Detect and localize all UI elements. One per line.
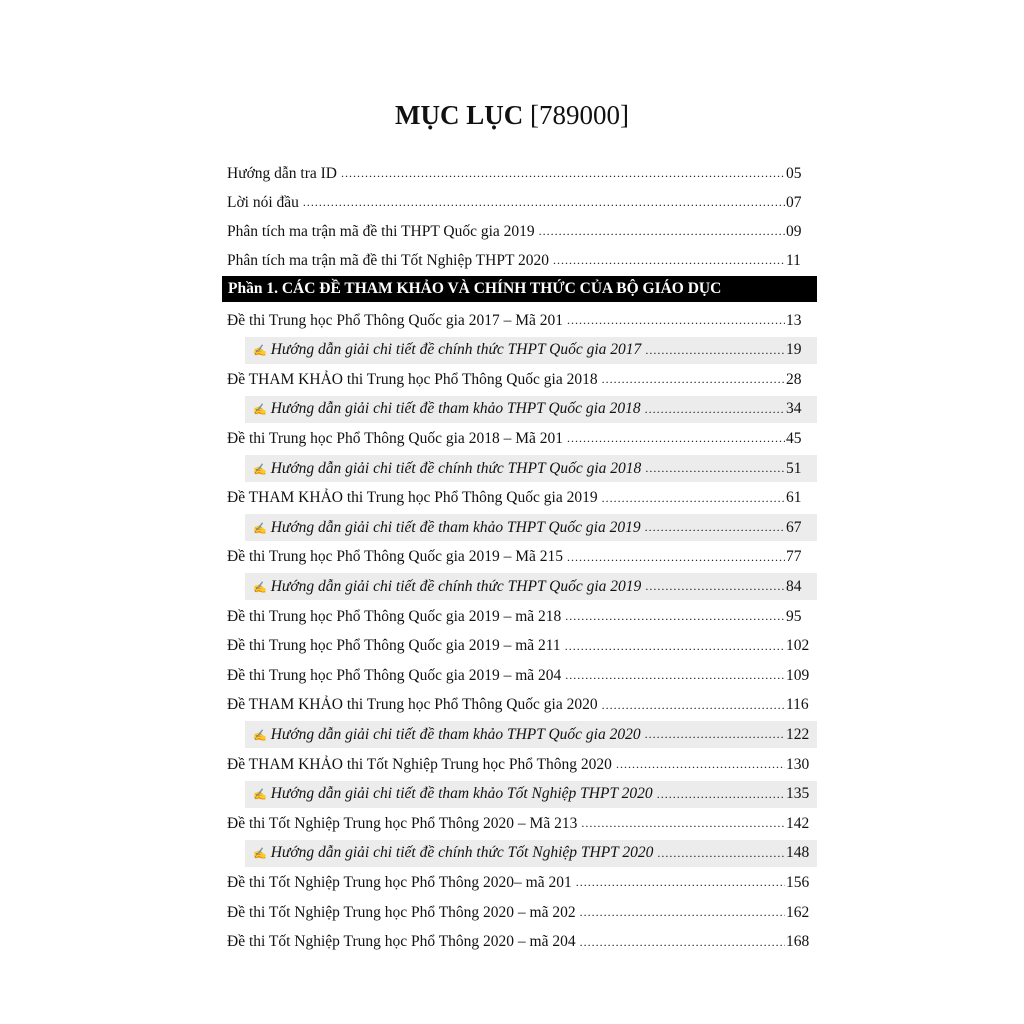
dot-leader <box>645 461 785 482</box>
entry-label <box>222 756 612 774</box>
entry-label-text: Đề thi Trung học Phổ Thông Quốc gia 2018 – Mã 201 <box>227 429 563 447</box>
entry-label-text: Đề thi Trung học Phổ Thông Quốc gia 2019 – mã 204 <box>227 666 562 684</box>
entry-page-number: 168 <box>786 933 810 951</box>
entry-label <box>222 165 337 183</box>
entry-page-number: 148 <box>786 844 810 862</box>
entry-label <box>245 341 641 359</box>
entry-page-number: 95 <box>786 607 802 625</box>
dot-leader <box>645 520 785 541</box>
toc-sub-entry[interactable] <box>245 840 817 867</box>
entry-page-number: 162 <box>786 903 810 921</box>
writing-hand-icon: ✍ <box>253 848 267 861</box>
dot-leader <box>539 224 785 245</box>
entry-page-number: 122 <box>786 725 810 743</box>
entry-page-number: 116 <box>786 696 809 714</box>
page-title <box>0 100 1024 131</box>
entry-page-number: 19 <box>786 341 802 359</box>
toc-entry[interactable] <box>222 692 817 719</box>
dot-leader <box>645 402 785 423</box>
toc-entry[interactable] <box>222 247 817 274</box>
title-text: MỤC LỤC <box>395 100 524 130</box>
entry-label <box>222 194 299 212</box>
entry-label-text: Đề thi Tốt Nghiệp Trung học Phổ Thông 2020 – mã 204 <box>227 933 576 951</box>
dot-leader <box>341 166 785 187</box>
dot-leader <box>303 195 785 216</box>
entry-label <box>222 430 563 448</box>
dot-leader <box>553 253 785 274</box>
toc-entry[interactable] <box>222 633 817 660</box>
entry-label-text: Lời nói đầu <box>227 193 299 211</box>
entry-page-number: 67 <box>786 518 802 536</box>
entry-page-number: 45 <box>786 429 802 447</box>
entry-page-number: 142 <box>786 814 810 832</box>
entry-label <box>222 312 563 330</box>
toc-entry[interactable] <box>222 544 817 571</box>
toc-sub-entry[interactable] <box>245 573 817 600</box>
toc-entry[interactable] <box>222 366 817 393</box>
entry-page-number: 135 <box>786 785 810 803</box>
title-id: [789000] <box>530 100 629 130</box>
entry-label-text: Hướng dẫn giải chi tiết đề tham khảo THPT Quốc gia 2018 <box>270 400 641 418</box>
dot-leader <box>576 875 785 896</box>
dot-leader <box>657 787 785 808</box>
entry-label-text: Đề thi Tốt Nghiệp Trung học Phổ Thông 2020– mã 201 <box>227 873 572 891</box>
toc-entry[interactable] <box>222 751 817 778</box>
entry-label-text: Hướng dẫn giải chi tiết đề chính thức Tốt Nghiệp THPT 2020 <box>270 844 654 862</box>
entry-page-number: 07 <box>786 193 802 211</box>
entry-page-number: 156 <box>786 873 810 891</box>
entry-label <box>245 400 641 418</box>
entry-page-number: 77 <box>786 548 802 566</box>
entry-label-text: Đề thi Trung học Phổ Thông Quốc gia 2019 – mã 218 <box>227 607 562 625</box>
entry-label-text: Đề thi Tốt Nghiệp Trung học Phổ Thông 2020 – Mã 213 <box>227 814 578 832</box>
entry-page-number: 05 <box>786 164 802 182</box>
dot-leader <box>602 491 785 512</box>
toc-entry[interactable] <box>222 307 817 334</box>
entry-label-text: Hướng dẫn giải chi tiết đề tham khảo THPT Quốc gia 2019 <box>270 518 641 536</box>
entry-label <box>222 874 572 892</box>
toc-entry[interactable] <box>222 899 817 926</box>
entry-label <box>222 252 549 270</box>
writing-hand-icon: ✍ <box>253 789 267 802</box>
entry-label-text: Hướng dẫn giải chi tiết đề tham khảo THPT Quốc gia 2020 <box>270 725 641 743</box>
entry-label-text: Đề thi Tốt Nghiệp Trung học Phổ Thông 2020 – mã 202 <box>227 903 576 921</box>
toc-sub-entry[interactable] <box>245 781 817 808</box>
entry-label <box>245 578 641 596</box>
entry-page-number: 84 <box>786 577 802 595</box>
writing-hand-icon: ✍ <box>253 463 267 476</box>
entry-label-text: Phân tích ma trận mã đề thi Tốt Nghiệp THPT 2020 <box>227 251 550 269</box>
toc-sub-entry[interactable] <box>245 337 817 364</box>
toc-sub-entry[interactable] <box>245 514 817 541</box>
toc-entry[interactable] <box>222 160 817 187</box>
dot-leader <box>567 550 785 571</box>
dot-leader <box>565 609 785 630</box>
entry-page-number: 28 <box>786 370 802 388</box>
entry-label <box>245 844 653 862</box>
toc-sub-entry[interactable] <box>245 721 817 748</box>
dot-leader <box>580 905 785 926</box>
dot-leader <box>602 698 785 719</box>
toc-sub-entry[interactable] <box>245 396 817 423</box>
writing-hand-icon: ✍ <box>253 729 267 742</box>
entry-label-text: Đề THAM KHẢO thi Trung học Phổ Thông Quốc gia 2020 <box>227 696 598 714</box>
entry-label-text: Hướng dẫn giải chi tiết đề chính thức THPT Quốc gia 2018 <box>270 459 642 477</box>
writing-hand-icon: ✍ <box>253 404 267 417</box>
entry-label-text: Hướng dẫn giải chi tiết đề chính thức THPT Quốc gia 2017 <box>270 341 642 359</box>
writing-hand-icon: ✍ <box>253 522 267 535</box>
entry-label-text: Đề thi Trung học Phổ Thông Quốc gia 2019 – Mã 215 <box>227 548 563 566</box>
toc-entry[interactable] <box>222 485 817 512</box>
section-banner-text: Phần 1. CÁC ĐỀ THAM KHẢO VÀ CHÍNH THỨC CỦA BỘ GIÁO DỤC <box>228 280 722 297</box>
entry-label <box>245 460 641 478</box>
dot-leader <box>565 639 785 660</box>
entry-label <box>222 815 577 833</box>
entry-label-text: Đề thi Trung học Phổ Thông Quốc gia 2017 – Mã 201 <box>227 311 563 329</box>
entry-label <box>222 696 598 714</box>
toc-entry[interactable] <box>222 425 817 452</box>
entry-page-number: 13 <box>786 311 802 329</box>
toc-entry[interactable] <box>222 929 817 956</box>
toc-sub-entry[interactable] <box>245 455 817 482</box>
dot-leader <box>602 372 785 393</box>
writing-hand-icon: ✍ <box>253 581 267 594</box>
entry-label <box>222 637 561 655</box>
toc-entry[interactable] <box>222 869 817 896</box>
section-banner <box>222 276 817 302</box>
dot-leader <box>580 935 785 956</box>
dot-leader <box>581 816 785 837</box>
toc-entry[interactable] <box>222 810 817 837</box>
entry-label-text: Phân tích ma trận mã đề thi THPT Quốc gia 2019 <box>227 222 535 240</box>
entry-label <box>222 548 563 566</box>
entry-page-number: 109 <box>786 666 810 684</box>
dot-leader <box>567 313 785 334</box>
entry-label-text: Hướng dẫn giải chi tiết đề chính thức THPT Quốc gia 2019 <box>270 577 642 595</box>
entry-label-text: Đề THAM KHẢO thi Trung học Phổ Thông Quốc gia 2018 <box>227 370 598 388</box>
entry-label-text: Đề thi Trung học Phổ Thông Quốc gia 2019 – mã 211 <box>227 637 561 655</box>
dot-leader <box>645 727 785 748</box>
entry-label <box>222 371 598 389</box>
entry-label <box>245 785 653 803</box>
dot-leader <box>567 431 785 452</box>
entry-label-text: Hướng dẫn giải chi tiết đề tham khảo Tốt Nghiệp THPT 2020 <box>270 785 653 803</box>
entry-label <box>222 933 576 951</box>
dot-leader <box>565 668 785 689</box>
entry-page-number: 61 <box>786 489 802 507</box>
entry-label <box>245 519 641 537</box>
entry-page-number: 102 <box>786 637 810 655</box>
toc-entry[interactable] <box>222 218 817 245</box>
entry-label <box>222 904 576 922</box>
entry-label-text: Đề THAM KHẢO thi Trung học Phổ Thông Quốc gia 2019 <box>227 489 598 507</box>
toc-entry[interactable] <box>222 603 817 630</box>
entry-label-text: Đề THAM KHẢO thi Tốt Nghiệp Trung học Phổ Thông 2020 <box>227 755 612 773</box>
entry-page-number: 34 <box>786 400 802 418</box>
dot-leader <box>645 343 785 364</box>
entry-label <box>222 489 598 507</box>
dot-leader <box>616 757 785 778</box>
entry-page-number: 51 <box>786 459 802 477</box>
entry-label <box>222 608 561 626</box>
entry-label <box>222 667 561 685</box>
entry-page-number: 130 <box>786 755 810 773</box>
toc-entry[interactable] <box>222 189 817 216</box>
entry-page-number: 11 <box>786 251 801 269</box>
entry-label-text: Hướng dẫn tra ID <box>227 164 337 182</box>
entry-label <box>245 726 641 744</box>
dot-leader <box>657 846 785 867</box>
toc-entry[interactable] <box>222 662 817 689</box>
dot-leader <box>645 579 785 600</box>
writing-hand-icon: ✍ <box>253 345 267 358</box>
entry-page-number: 09 <box>786 222 802 240</box>
entry-label <box>222 223 535 241</box>
